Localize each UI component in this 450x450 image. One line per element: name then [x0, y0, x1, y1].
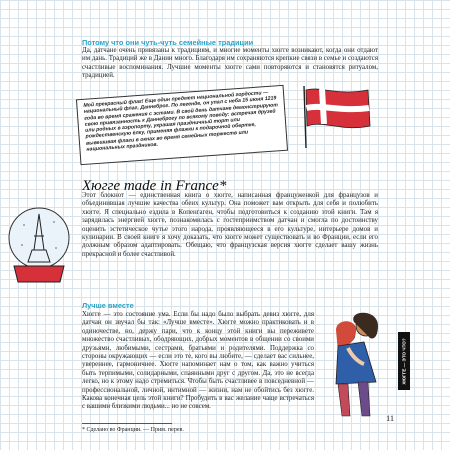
- section-paragraph-france: Этот блокнот — единственная книга о хюгге, написанная француженкой для французов и объединившая лучшие качества обеих культур. Она поможет вам открыть для себя и полюбить хюгге. Я специально ездила в Копенгаген, чтобы подготовиться к созданию этой книги. Там я зарядилась энергией хюгге, познакомилась с гостеприимством датчан и смогла по достоинству оценить эстетическое чутье этого народа, проявляющееся в его культуре, интерьере домов и кулинарии. В своей книге я хочу доказать, что хюгге может существовать и во Франции, если его должным образом адаптировать. Обещаю, что французская версия хюгге сделает вашу жизнь прекрасной и более счастливой.: [82, 192, 378, 258]
- hugging-couple-illustration: [318, 312, 396, 422]
- section-paragraph-together: Хюгге — это состояние ума. Если бы надо было выбрать девиз хюгге, для датчан он звучал бы так: «Лучше вместе». Хюгге можно практиковать и в одиночестве, но, держу пари, что к концу этой книги вы переживете множество счастливых, ободряющих, добрых моментов в общении со своими друзьями, любимыми, сестрами, братьями и родителями. Поддержка со стороны окружающих — если это те, кого вы любите, — сделает вас сильнее, увереннее, гармоничнее. Хюгге напоминает нам о том, как важно учиться быть терпимыми, солидарными, спаянными друг с другом. Да, это не всегда легко, но к этому надо стремиться. Чтобы быть счастливее в повседневной — профессиональной, личной, интимной — жизни, нам не обойтись без хюгге. Какова конечная цель этой книги? Пробудить в вас желание чаще встречаться с вашими близкими людьми... но не совсем.: [82, 311, 314, 411]
- flag-note-box: [76, 85, 288, 165]
- section-paragraph-traditions: Да, датчане очень привязаны к традициям, и многие моменты хюгге возникают, когда они отдают им дань. Традиций же в Дании много. Благодаря им сохраняются крепкие связи в семье и создаются счастливые воспоминания. Лучшие моменты хюгге сами повторяются и становятся ритуалом, традицией.: [82, 47, 378, 80]
- eiffel-snowglobe-illustration: [4, 200, 74, 290]
- chapter-title: Хюгге made in France*: [82, 178, 227, 194]
- flag-note-text: Мой прекрасный флаг! Еще один предмет национальной гордости — национальный флаг, Даннеброг. По легенде, он упал с неба 15 июня 1219 года во время сражения с эстами. В свой день датчане демонстрируют свою привязанность к Даннеброгу по всякому поводу: встречая друзей или родных в аэропорту, украшая праздничный торт или рождественскую ёлку, применяя флажки к подарочной обертке, вывешивая флаги в окнах во время семейных торжеств или национальных праздников.: [83, 89, 279, 153]
- side-tab: [398, 332, 410, 390]
- footnote: * Сделано во Франции. — Прим. перев.: [82, 427, 184, 433]
- page-number: 11: [386, 413, 395, 423]
- footnote-divider: [82, 423, 172, 424]
- section-heading-together: Лучше вместе: [82, 301, 134, 310]
- side-tab-label: ХЮГГЕ — ЭТО ЧТО?: [401, 337, 407, 385]
- danish-flag-illustration: [296, 84, 376, 150]
- section-heading-traditions: Потому что они чуть-чуть семейные традиции: [82, 38, 254, 47]
